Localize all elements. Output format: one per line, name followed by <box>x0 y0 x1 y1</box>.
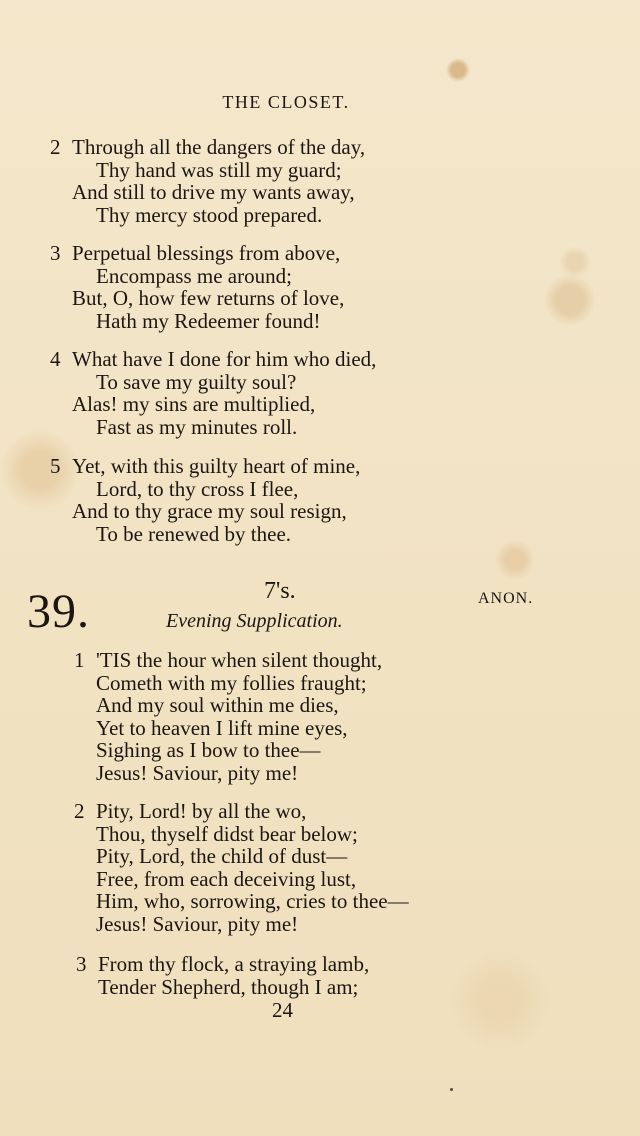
verse-line: Free, from each deceiving lust, <box>96 866 357 891</box>
stanza-number: 1 <box>74 648 85 672</box>
stanza-number: 5 <box>50 454 61 478</box>
verse-line: What have I done for him who died, <box>72 347 377 371</box>
verse-line: Lord, to thy cross I flee, <box>96 476 299 501</box>
verse-line: Thy hand was still my guard; <box>96 157 342 182</box>
stanza-number: 4 <box>50 347 61 371</box>
verse-line: Perpetual blessings from above, <box>72 241 341 265</box>
hymn-number: 39. <box>27 585 90 638</box>
verse-line: And to thy grace my soul resign, <box>72 499 347 523</box>
verse-line: Pity, Lord, the child of dust— <box>96 844 348 868</box>
print-speck <box>450 1088 453 1091</box>
verse-line: Jesus! Saviour, pity me! <box>96 911 299 936</box>
verse-line: Yet, with this guilty heart of mine, <box>72 454 361 478</box>
stanza-2 <box>50 135 366 227</box>
stanza-number: 2 <box>74 799 85 823</box>
page-number: 24 <box>272 998 293 1022</box>
verse-line: Thy mercy stood prepared. <box>96 202 323 227</box>
verse-line: Through all the dangers of the day, <box>72 135 366 159</box>
verse-line: Cometh with my follies fraught; <box>96 670 367 695</box>
verse-line: 'TIS the hour when silent thought, <box>96 648 383 672</box>
verse-line: And my soul within me dies, <box>96 693 339 717</box>
hymn-39-stanza-3 <box>76 952 370 999</box>
hymn-39-stanza-1 <box>74 648 383 785</box>
stanza-3 <box>50 241 345 333</box>
verse-line: To be renewed by thee. <box>96 521 292 546</box>
verse-line: Tender Shepherd, though I am; <box>98 974 359 999</box>
verse-line: Yet to heaven I lift mine eyes, <box>96 715 348 740</box>
verse-line: To save my guilty soul? <box>96 369 297 394</box>
verse-line: But, O, how few returns of love, <box>72 286 345 310</box>
verse-line: Encompass me around; <box>96 263 292 288</box>
verse-line: And still to drive my wants away, <box>72 180 355 204</box>
stanza-5 <box>50 454 361 546</box>
verse-line: Him, who, sorrowing, cries to thee— <box>96 889 409 913</box>
verse-line: Thou, thyself didst bear below; <box>96 821 358 846</box>
verse-line: Fast as my minutes roll. <box>96 414 298 439</box>
hymn-39-stanza-2 <box>74 799 409 936</box>
hymn-author: ANON. <box>478 590 534 607</box>
verse-line: Sighing as I bow to thee— <box>96 738 321 762</box>
stanza-number: 2 <box>50 135 61 159</box>
hymn-meter: 7's. <box>264 578 296 604</box>
verse-line: Pity, Lord! by all the wo, <box>96 799 307 823</box>
stanza-4 <box>50 347 377 439</box>
stanza-number: 3 <box>50 241 61 265</box>
verse-line: Hath my Redeemer found! <box>96 308 321 333</box>
verse-line: Jesus! Saviour, pity me! <box>96 760 299 785</box>
running-head: THE CLOSET. <box>222 92 350 112</box>
verse-line: From thy flock, a straying lamb, <box>98 952 370 976</box>
hymn-title: Evening Supplication. <box>166 610 343 632</box>
verse-line: Alas! my sins are multiplied, <box>72 392 316 416</box>
stanza-number: 3 <box>76 952 87 976</box>
